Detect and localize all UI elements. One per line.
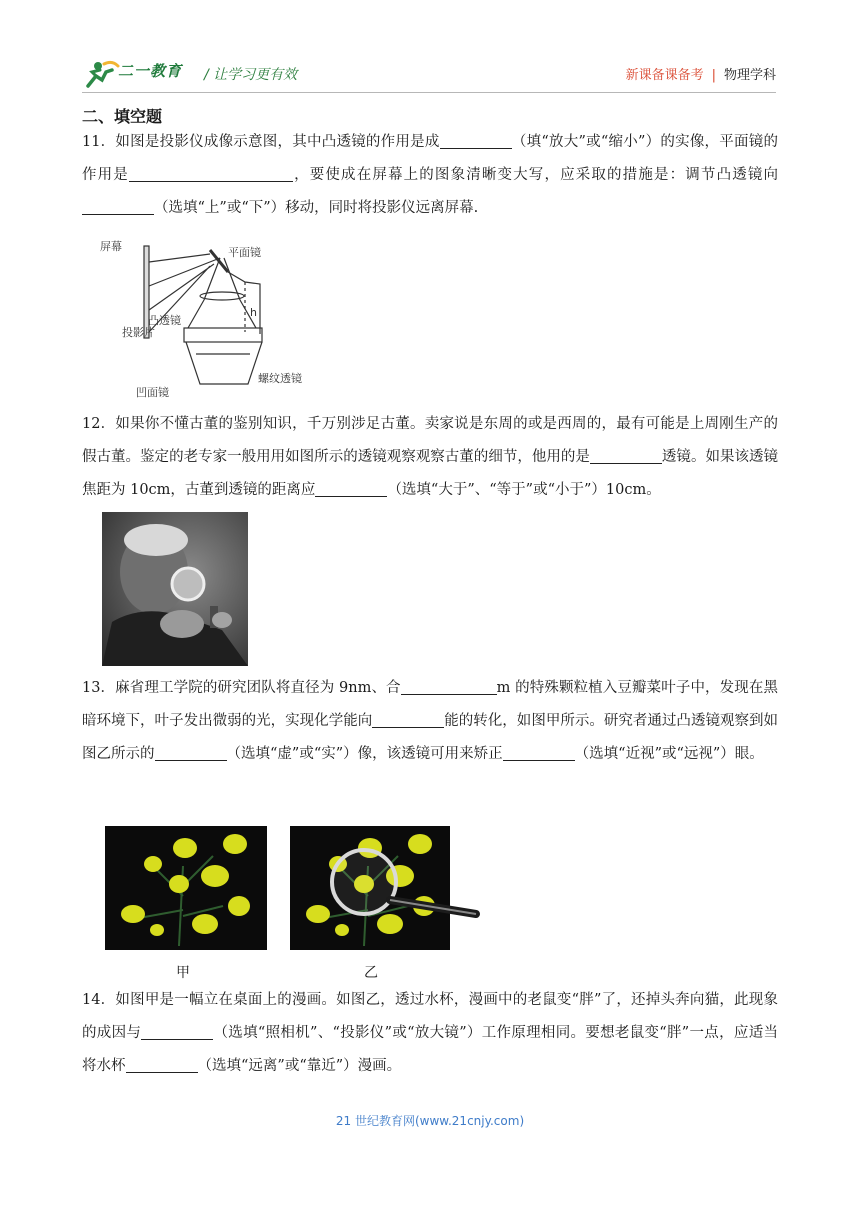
header-divider [82, 92, 776, 93]
header-subject-label: 物理学科 [723, 68, 776, 83]
q11-blank-2 [129, 163, 293, 182]
magnifier-lens-icon [332, 850, 396, 914]
label-slide: 投影片 [122, 326, 155, 339]
q14-blank-2 [126, 1054, 198, 1073]
magnifier-icon [172, 568, 204, 600]
q11-text-4: （选填“上”或“下”）移动，同时将投影仪远离屏幕. [154, 200, 479, 216]
label-fresnel-lens: 螺纹透镜 [258, 372, 302, 385]
q12-text-1: 12．如果你不懂古董的鉴别知识，千万别涉足古董。卖家说是东周的或是西周的，最有可能是上周刚生产的假古董。鉴定的老专家一般用用如图所示的透镜观察观察古董的细节，他用的是 [82, 416, 778, 465]
header-separator: | [711, 68, 716, 83]
q12-blank-1 [590, 445, 662, 464]
expert-magnifier-photo [102, 512, 248, 666]
q12-text-2: 透镜。如果该透镜焦距为 10cm，古董到透镜的距离应 [82, 449, 778, 498]
q14-text-1: 14．如图甲是一幅立在桌面上的漫画。如图乙，透过水杯，漫画中的老鼠变“胖”了，还掉头奔向猫，此现象的成因与 [82, 992, 778, 1041]
q14-text-2: （选填“照相机”、“投影仪”或“放大镜”）工作原理相同。要想老鼠变“胖”一点，应适当将水杯 [82, 1025, 779, 1074]
label-screen: 屏幕 [100, 240, 122, 253]
q11-text-2: （填“放大”或“缩小”）的实像，平面镜的作用是 [82, 134, 778, 183]
label-concave-mirror: 凹面镜 [136, 386, 169, 399]
q13-blank-2 [372, 709, 444, 728]
q14-blank-1 [141, 1021, 213, 1040]
section-title: 二、填空题 [82, 107, 163, 126]
q13-text-5: （选填“近视”或“远视”）眼。 [574, 746, 764, 762]
label-convex-lens: 凸透镜 [148, 314, 181, 327]
question-11 [82, 126, 778, 225]
q13-text-1: 13．麻省理工学院的研究团队将直径为 9nm、合 [82, 680, 401, 696]
page-footer: 21 世纪教育网(www.21cnjy.com) [335, 1114, 525, 1128]
q11-blank-3 [82, 196, 154, 215]
caption-b: 乙 [364, 965, 378, 981]
q13-text-2: m 的特殊颗粒植入豆瓣菜叶子中，发现在黑暗环境下，叶子发出微弱的光，实现化学能向 [82, 680, 778, 729]
q12-blank-2 [315, 478, 387, 497]
q11-blank-1 [440, 130, 512, 149]
header-slogan: / 让学习更有效 [204, 67, 298, 83]
q14-text-3: （选填“远离”或“靠近”）漫画。 [197, 1058, 402, 1074]
q11-text-1: 11．如图是投影仪成像示意图，其中凸透镜的作用是成 [82, 134, 440, 150]
caption-a: 甲 [176, 965, 190, 981]
q13-blank-1 [401, 676, 497, 695]
slide-shape [184, 328, 262, 342]
logo-text: 二一教育 [118, 62, 183, 80]
question-13 [82, 672, 778, 771]
header-course-label: 新课备课备考 [625, 68, 704, 83]
header-subject [626, 64, 776, 83]
q12-text-3: （选填“大于”、“等于”或“小于”）10cm。 [387, 482, 661, 498]
q11-text-3: ，要使成在屏幕上的图象清晰变大写，应采取的措施是：调节凸透镜向 [292, 167, 779, 183]
projector-diagram [100, 236, 320, 400]
question-12 [82, 408, 778, 507]
question-14 [82, 984, 778, 1083]
glowing-plant-image-b [290, 826, 482, 950]
q13-blank-3 [155, 742, 227, 761]
base-shape [186, 342, 262, 384]
label-h: h [250, 306, 257, 319]
q13-text-3: 能的转化，如图甲所示。研究者通过凸透镜观察到如图乙所示的 [82, 713, 778, 762]
glowing-plant-image-a [105, 826, 267, 950]
q13-blank-4 [503, 742, 575, 761]
q13-text-4: （选填“虚”或“实”）像，该透镜可用来矫正 [226, 746, 503, 762]
page-header [82, 54, 776, 96]
label-plane-mirror: 平面镜 [228, 246, 261, 259]
